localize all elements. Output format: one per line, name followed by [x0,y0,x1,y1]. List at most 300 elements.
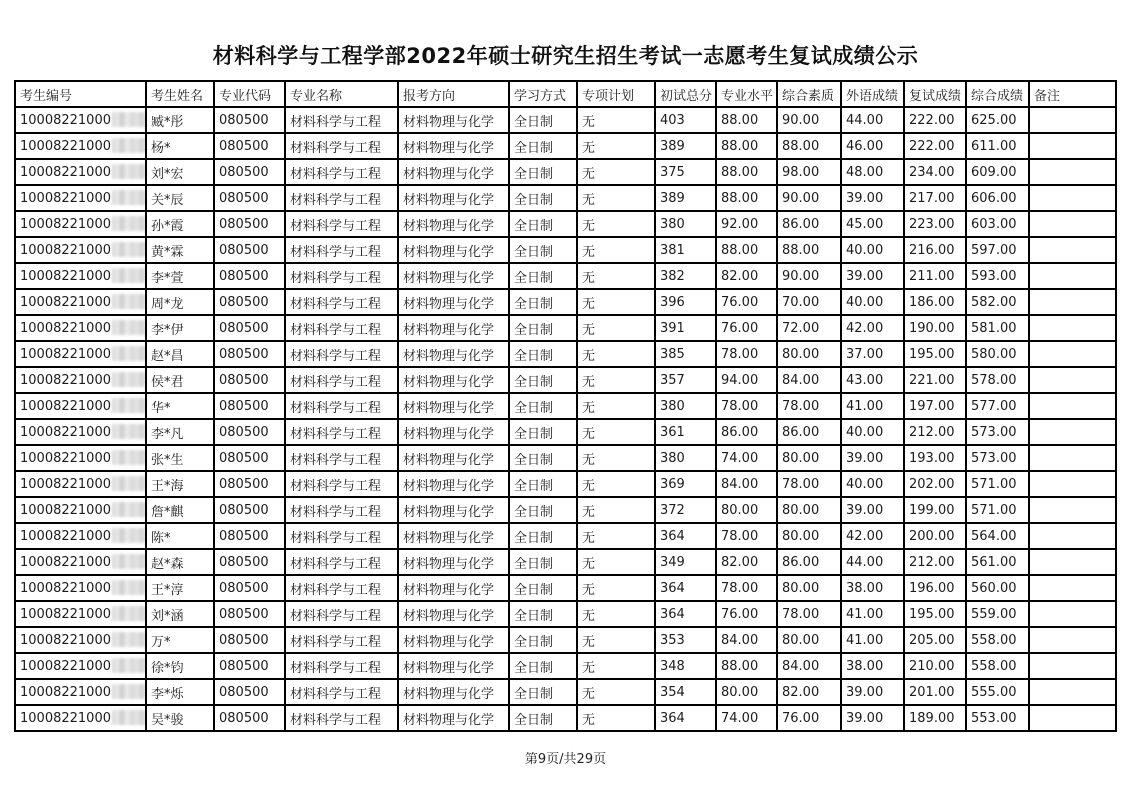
special-plan-cell: 无 [577,107,655,133]
column-header-5: 报考方向 [398,81,509,107]
candidate-id-cell [15,653,146,679]
direction-cell: 材料物理与化学 [398,653,509,679]
overall-quality-cell: 70.00 [777,289,841,315]
direction-cell: 材料物理与化学 [398,185,509,211]
retest-score-cell: 212.00 [904,549,966,575]
candidate-name-cell: 王*淳 [146,575,214,601]
final-score-cell: 580.00 [966,341,1029,367]
remark-cell [1029,185,1116,211]
special-plan-cell: 无 [577,497,655,523]
foreign-language-cell: 42.00 [841,523,904,549]
initial-total-cell: 391 [655,315,716,341]
major-name-cell: 材料科学与工程 [285,341,398,367]
table-row [15,185,1116,211]
candidate-id-prefix: 10008221000 [20,555,111,570]
redacted-id-digits [112,606,146,621]
overall-quality-cell: 80.00 [777,445,841,471]
foreign-language-cell: 48.00 [841,159,904,185]
candidate-name-cell: 关*辰 [146,185,214,211]
remark-cell [1029,289,1116,315]
candidate-name-cell: 赵*森 [146,549,214,575]
study-mode-cell: 全日制 [509,133,577,159]
professional-level-cell: 76.00 [716,289,777,315]
major-code-cell: 080500 [214,341,285,367]
special-plan-cell: 无 [577,341,655,367]
remark-cell [1029,419,1116,445]
table-row [15,341,1116,367]
redacted-id-digits [112,684,146,699]
redacted-id-digits [112,476,146,491]
overall-quality-cell: 82.00 [777,679,841,705]
candidate-name-cell: 詹*麒 [146,497,214,523]
professional-level-cell: 80.00 [716,679,777,705]
initial-total-cell: 372 [655,497,716,523]
retest-score-cell: 199.00 [904,497,966,523]
retest-score-cell: 222.00 [904,133,966,159]
candidate-id-cell [15,393,146,419]
initial-total-cell: 364 [655,523,716,549]
candidate-id-cell [15,445,146,471]
candidate-id-cell [15,185,146,211]
final-score-cell: 558.00 [966,653,1029,679]
special-plan-cell: 无 [577,549,655,575]
remark-cell [1029,497,1116,523]
major-code-cell: 080500 [214,315,285,341]
candidate-id-prefix: 10008221000 [20,633,111,648]
overall-quality-cell: 80.00 [777,497,841,523]
redacted-id-digits [112,710,146,725]
major-code-cell: 080500 [214,549,285,575]
candidate-name-cell: 徐*钧 [146,653,214,679]
table-row [15,419,1116,445]
special-plan-cell: 无 [577,523,655,549]
table-row [15,705,1116,731]
table-row [15,601,1116,627]
major-name-cell: 材料科学与工程 [285,185,398,211]
major-name-cell: 材料科学与工程 [285,601,398,627]
redacted-id-digits [112,580,146,595]
candidate-id-prefix: 10008221000 [20,139,111,154]
direction-cell: 材料物理与化学 [398,549,509,575]
candidate-id-prefix: 10008221000 [20,399,111,414]
study-mode-cell: 全日制 [509,679,577,705]
candidate-id-cell [15,419,146,445]
redacted-id-digits [112,502,146,517]
study-mode-cell: 全日制 [509,653,577,679]
special-plan-cell: 无 [577,211,655,237]
professional-level-cell: 88.00 [716,653,777,679]
candidate-name-cell: 刘*涵 [146,601,214,627]
candidate-id-cell [15,159,146,185]
final-score-cell: 606.00 [966,185,1029,211]
direction-cell: 材料物理与化学 [398,705,509,731]
retest-score-cell: 221.00 [904,367,966,393]
direction-cell: 材料物理与化学 [398,367,509,393]
remark-cell [1029,679,1116,705]
foreign-language-cell: 38.00 [841,575,904,601]
redacted-id-digits [112,190,146,205]
study-mode-cell: 全日制 [509,497,577,523]
column-header-6: 学习方式 [509,81,577,107]
direction-cell: 材料物理与化学 [398,523,509,549]
professional-level-cell: 84.00 [716,627,777,653]
special-plan-cell: 无 [577,653,655,679]
major-code-cell: 080500 [214,367,285,393]
candidate-id-prefix: 10008221000 [20,529,111,544]
professional-level-cell: 76.00 [716,601,777,627]
final-score-cell: 559.00 [966,601,1029,627]
study-mode-cell: 全日制 [509,185,577,211]
candidate-id-prefix: 10008221000 [20,113,111,128]
retest-score-cell: 217.00 [904,185,966,211]
candidate-id-cell [15,133,146,159]
initial-total-cell: 396 [655,289,716,315]
initial-total-cell: 364 [655,705,716,731]
column-header-4: 专业名称 [285,81,398,107]
major-code-cell: 080500 [214,471,285,497]
remark-cell [1029,601,1116,627]
study-mode-cell: 全日制 [509,549,577,575]
remark-cell [1029,653,1116,679]
remark-cell [1029,107,1116,133]
professional-level-cell: 74.00 [716,705,777,731]
major-name-cell: 材料科学与工程 [285,471,398,497]
study-mode-cell: 全日制 [509,601,577,627]
column-header-12: 复试成绩 [904,81,966,107]
foreign-language-cell: 46.00 [841,133,904,159]
initial-total-cell: 380 [655,393,716,419]
overall-quality-cell: 78.00 [777,393,841,419]
remark-cell [1029,471,1116,497]
special-plan-cell: 无 [577,705,655,731]
major-name-cell: 材料科学与工程 [285,705,398,731]
major-code-cell: 080500 [214,419,285,445]
final-score-cell: 603.00 [966,211,1029,237]
page-title: 材料科学与工程学部2022年硕士研究生招生考试一志愿考生复试成绩公示 [212,44,919,68]
direction-cell: 材料物理与化学 [398,471,509,497]
direction-cell: 材料物理与化学 [398,263,509,289]
initial-total-cell: 348 [655,653,716,679]
candidate-id-cell [15,575,146,601]
major-name-cell: 材料科学与工程 [285,211,398,237]
candidate-id-prefix: 10008221000 [20,191,111,206]
column-header-7: 专项计划 [577,81,655,107]
column-header-10: 综合素质 [777,81,841,107]
header-row [15,81,1116,107]
redacted-id-digits [112,320,146,335]
table-row [15,107,1116,133]
remark-cell [1029,393,1116,419]
direction-cell: 材料物理与化学 [398,393,509,419]
major-name-cell: 材料科学与工程 [285,107,398,133]
direction-cell: 材料物理与化学 [398,627,509,653]
candidate-id-cell [15,289,146,315]
column-header-13: 综合成绩 [966,81,1029,107]
retest-score-cell: 211.00 [904,263,966,289]
initial-total-cell: 385 [655,341,716,367]
foreign-language-cell: 39.00 [841,445,904,471]
special-plan-cell: 无 [577,575,655,601]
final-score-cell: 577.00 [966,393,1029,419]
candidate-id-cell [15,627,146,653]
candidate-id-cell [15,107,146,133]
study-mode-cell: 全日制 [509,107,577,133]
table-row [15,471,1116,497]
initial-total-cell: 369 [655,471,716,497]
candidate-id-cell [15,315,146,341]
direction-cell: 材料物理与化学 [398,679,509,705]
foreign-language-cell: 40.00 [841,419,904,445]
major-name-cell: 材料科学与工程 [285,549,398,575]
direction-cell: 材料物理与化学 [398,419,509,445]
study-mode-cell: 全日制 [509,445,577,471]
initial-total-cell: 364 [655,601,716,627]
direction-cell: 材料物理与化学 [398,237,509,263]
final-score-cell: 571.00 [966,497,1029,523]
major-name-cell: 材料科学与工程 [285,419,398,445]
retest-score-cell: 200.00 [904,523,966,549]
study-mode-cell: 全日制 [509,419,577,445]
remark-cell [1029,549,1116,575]
table-row [15,159,1116,185]
candidate-name-cell: 吴*骏 [146,705,214,731]
remark-cell [1029,315,1116,341]
candidate-id-cell [15,705,146,731]
final-score-cell: 555.00 [966,679,1029,705]
study-mode-cell: 全日制 [509,393,577,419]
direction-cell: 材料物理与化学 [398,445,509,471]
final-score-cell: 625.00 [966,107,1029,133]
major-code-cell: 080500 [214,445,285,471]
foreign-language-cell: 39.00 [841,263,904,289]
redacted-id-digits [112,216,146,231]
retest-score-cell: 202.00 [904,471,966,497]
final-score-cell: 573.00 [966,419,1029,445]
candidate-name-cell: 李*烁 [146,679,214,705]
candidate-id-prefix: 10008221000 [20,607,111,622]
retest-score-cell: 223.00 [904,211,966,237]
redacted-id-digits [112,112,146,127]
special-plan-cell: 无 [577,263,655,289]
major-name-cell: 材料科学与工程 [285,523,398,549]
candidate-name-cell: 李*伊 [146,315,214,341]
redacted-id-digits [112,554,146,569]
table-row [15,393,1116,419]
major-name-cell: 材料科学与工程 [285,237,398,263]
candidate-id-cell [15,367,146,393]
remark-cell [1029,263,1116,289]
foreign-language-cell: 40.00 [841,471,904,497]
candidate-id-prefix: 10008221000 [20,581,111,596]
major-name-cell: 材料科学与工程 [285,497,398,523]
study-mode-cell: 全日制 [509,471,577,497]
retest-score-cell: 195.00 [904,341,966,367]
candidate-id-prefix: 10008221000 [20,295,111,310]
redacted-id-digits [112,138,146,153]
overall-quality-cell: 84.00 [777,653,841,679]
special-plan-cell: 无 [577,237,655,263]
redacted-id-digits [112,242,146,257]
candidate-id-cell [15,211,146,237]
table-row [15,653,1116,679]
study-mode-cell: 全日制 [509,341,577,367]
candidate-name-cell: 孙*霞 [146,211,214,237]
candidate-id-prefix: 10008221000 [20,373,111,388]
professional-level-cell: 78.00 [716,523,777,549]
direction-cell: 材料物理与化学 [398,289,509,315]
final-score-cell: 581.00 [966,315,1029,341]
major-code-cell: 080500 [214,575,285,601]
initial-total-cell: 357 [655,367,716,393]
major-code-cell: 080500 [214,159,285,185]
overall-quality-cell: 90.00 [777,107,841,133]
professional-level-cell: 76.00 [716,315,777,341]
final-score-cell: 573.00 [966,445,1029,471]
major-code-cell: 080500 [214,705,285,731]
foreign-language-cell: 44.00 [841,107,904,133]
major-code-cell: 080500 [214,523,285,549]
major-code-cell: 080500 [214,679,285,705]
initial-total-cell: 375 [655,159,716,185]
candidate-name-cell: 张*生 [146,445,214,471]
study-mode-cell: 全日制 [509,315,577,341]
candidate-id-prefix: 10008221000 [20,659,111,674]
professional-level-cell: 88.00 [716,107,777,133]
professional-level-cell: 94.00 [716,367,777,393]
initial-total-cell: 361 [655,419,716,445]
candidate-id-prefix: 10008221000 [20,165,111,180]
retest-score-cell: 186.00 [904,289,966,315]
column-header-1: 考生编号 [15,81,146,107]
foreign-language-cell: 37.00 [841,341,904,367]
overall-quality-cell: 80.00 [777,627,841,653]
major-name-cell: 材料科学与工程 [285,445,398,471]
column-header-2: 考生姓名 [146,81,214,107]
professional-level-cell: 88.00 [716,237,777,263]
major-code-cell: 080500 [214,211,285,237]
candidate-id-prefix: 10008221000 [20,217,111,232]
special-plan-cell: 无 [577,393,655,419]
redacted-id-digits [112,268,146,283]
retest-score-cell: 189.00 [904,705,966,731]
major-code-cell: 080500 [214,627,285,653]
direction-cell: 材料物理与化学 [398,107,509,133]
redacted-id-digits [112,528,146,543]
retest-score-cell: 201.00 [904,679,966,705]
special-plan-cell: 无 [577,627,655,653]
special-plan-cell: 无 [577,419,655,445]
retest-score-cell: 234.00 [904,159,966,185]
candidate-name-cell: 刘*宏 [146,159,214,185]
overall-quality-cell: 72.00 [777,315,841,341]
candidate-name-cell: 陈* [146,523,214,549]
scores-table [14,80,1117,732]
initial-total-cell: 381 [655,237,716,263]
foreign-language-cell: 39.00 [841,679,904,705]
special-plan-cell: 无 [577,159,655,185]
special-plan-cell: 无 [577,601,655,627]
foreign-language-cell: 41.00 [841,601,904,627]
study-mode-cell: 全日制 [509,289,577,315]
redacted-id-digits [112,164,146,179]
candidate-id-prefix: 10008221000 [20,477,111,492]
overall-quality-cell: 86.00 [777,419,841,445]
major-name-cell: 材料科学与工程 [285,627,398,653]
overall-quality-cell: 90.00 [777,263,841,289]
candidate-name-cell: 周*龙 [146,289,214,315]
foreign-language-cell: 40.00 [841,237,904,263]
major-code-cell: 080500 [214,393,285,419]
direction-cell: 材料物理与化学 [398,575,509,601]
study-mode-cell: 全日制 [509,575,577,601]
professional-level-cell: 88.00 [716,185,777,211]
professional-level-cell: 84.00 [716,471,777,497]
candidate-id-prefix: 10008221000 [20,711,111,726]
major-code-cell: 080500 [214,185,285,211]
professional-level-cell: 92.00 [716,211,777,237]
table-row [15,575,1116,601]
special-plan-cell: 无 [577,367,655,393]
remark-cell [1029,575,1116,601]
final-score-cell: 593.00 [966,263,1029,289]
candidate-id-cell [15,497,146,523]
study-mode-cell: 全日制 [509,159,577,185]
study-mode-cell: 全日制 [509,627,577,653]
professional-level-cell: 86.00 [716,419,777,445]
remark-cell [1029,159,1116,185]
remark-cell [1029,133,1116,159]
candidate-id-prefix: 10008221000 [20,451,111,466]
overall-quality-cell: 86.00 [777,211,841,237]
initial-total-cell: 354 [655,679,716,705]
candidate-id-cell [15,549,146,575]
initial-total-cell: 389 [655,133,716,159]
table-header [15,81,1116,107]
retest-score-cell: 212.00 [904,419,966,445]
professional-level-cell: 88.00 [716,133,777,159]
redacted-id-digits [112,372,146,387]
candidate-name-cell: 王*海 [146,471,214,497]
overall-quality-cell: 90.00 [777,185,841,211]
special-plan-cell: 无 [577,445,655,471]
final-score-cell: 560.00 [966,575,1029,601]
overall-quality-cell: 88.00 [777,133,841,159]
candidate-name-cell: 侯*君 [146,367,214,393]
direction-cell: 材料物理与化学 [398,211,509,237]
foreign-language-cell: 39.00 [841,705,904,731]
major-code-cell: 080500 [214,263,285,289]
final-score-cell: 611.00 [966,133,1029,159]
major-name-cell: 材料科学与工程 [285,159,398,185]
overall-quality-cell: 78.00 [777,471,841,497]
foreign-language-cell: 41.00 [841,393,904,419]
final-score-cell: 564.00 [966,523,1029,549]
final-score-cell: 578.00 [966,367,1029,393]
overall-quality-cell: 98.00 [777,159,841,185]
professional-level-cell: 78.00 [716,341,777,367]
final-score-cell: 558.00 [966,627,1029,653]
final-score-cell: 597.00 [966,237,1029,263]
special-plan-cell: 无 [577,315,655,341]
initial-total-cell: 382 [655,263,716,289]
overall-quality-cell: 80.00 [777,523,841,549]
remark-cell [1029,367,1116,393]
foreign-language-cell: 42.00 [841,315,904,341]
foreign-language-cell: 43.00 [841,367,904,393]
redacted-id-digits [112,346,146,361]
candidate-id-cell [15,523,146,549]
candidate-id-cell [15,237,146,263]
